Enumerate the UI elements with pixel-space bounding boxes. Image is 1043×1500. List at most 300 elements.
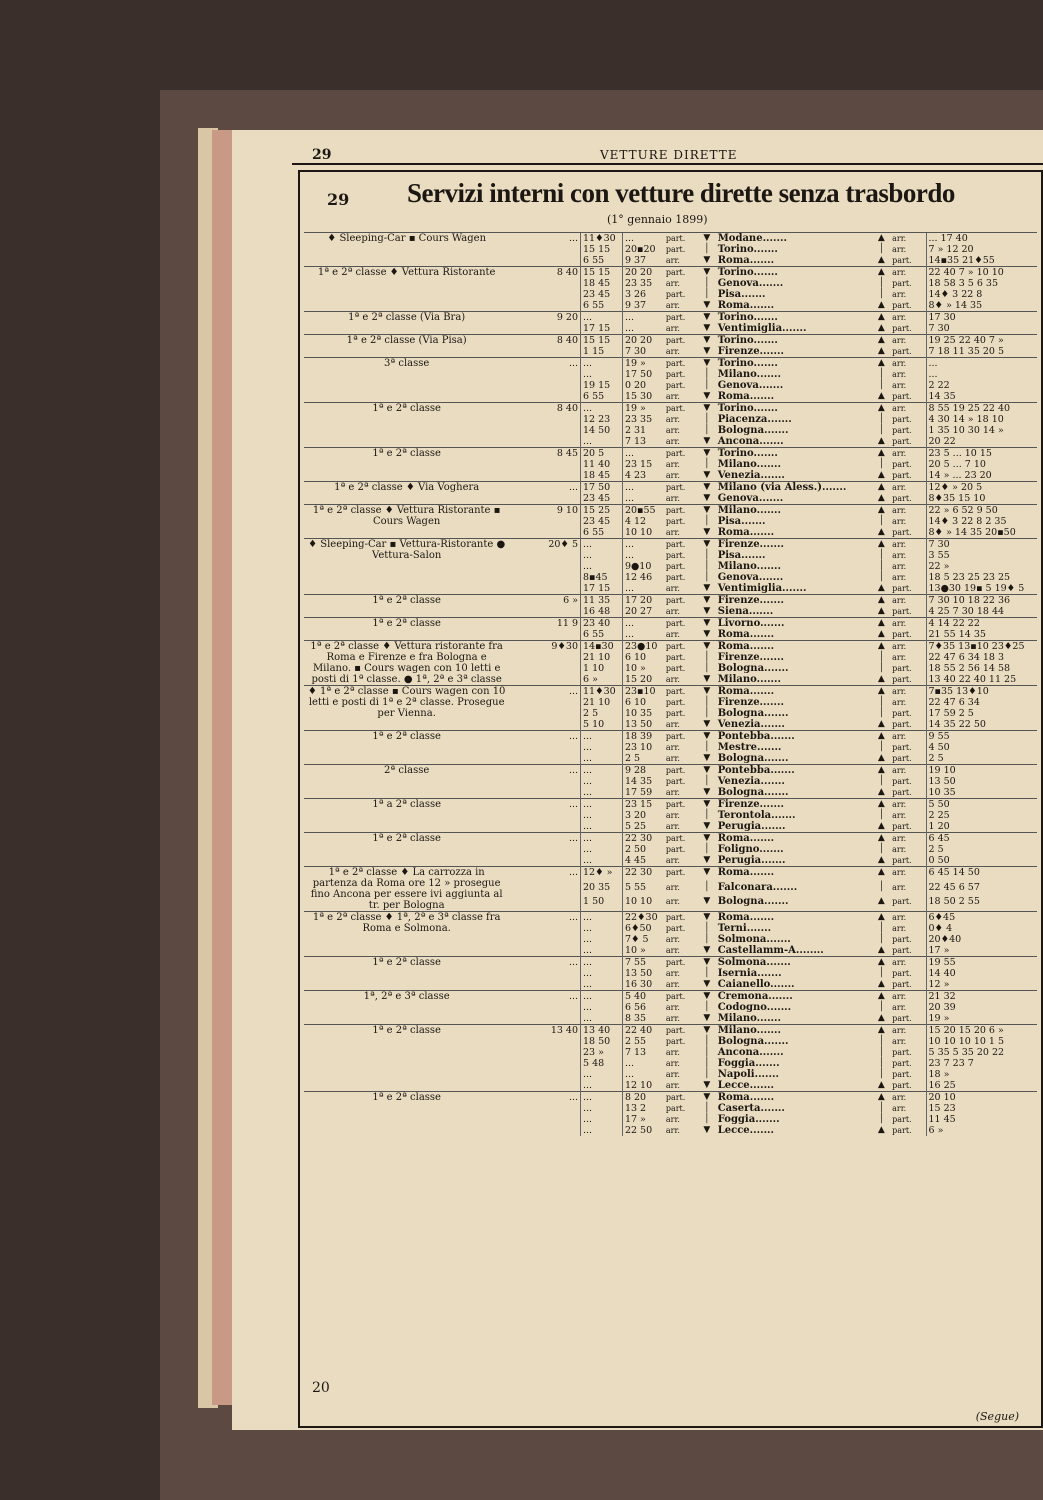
time-cell: 6 10	[622, 697, 663, 708]
page-edge	[212, 130, 234, 1405]
part-arr-label: arr.	[665, 882, 680, 892]
station-name: Foggia.......	[717, 1058, 780, 1069]
direction-arrow: ▼	[703, 855, 711, 865]
part-arr-label: arr.	[665, 1115, 680, 1124]
first-departure: ...	[509, 799, 580, 833]
header-rule	[292, 163, 1043, 165]
station-name: Firenze.......	[716, 539, 873, 551]
direction-arrow: ▼	[698, 267, 716, 279]
segue-note: (Segue)	[975, 1410, 1019, 1423]
return-times: 14 35	[926, 391, 1037, 403]
time-cell: ...	[581, 821, 623, 833]
station-name: Milano.......	[717, 561, 781, 572]
part-arr-label: arr.	[890, 595, 926, 607]
first-departure: 11 9	[509, 618, 580, 641]
time-cell: ...	[581, 358, 623, 370]
part-arr-label: part.	[665, 709, 686, 718]
direction-arrow: ▲	[877, 583, 885, 593]
direction-arrow: │	[878, 414, 884, 424]
return-times: ...	[926, 369, 1037, 380]
direction-arrow: ▲	[877, 629, 885, 639]
part-arr-label: arr.	[665, 788, 680, 797]
direction-arrow: ▲	[872, 482, 890, 494]
return-times: 13 40 22 40 11 25	[926, 674, 1037, 686]
table-row	[304, 618, 1037, 630]
direction-arrow: │	[878, 934, 884, 944]
part-arr-label: arr.	[665, 324, 680, 333]
direction-arrow: │	[878, 881, 884, 892]
table-row	[304, 335, 1037, 347]
station-name: Genova.......	[717, 572, 784, 583]
direction-arrow: │	[878, 844, 884, 854]
part-arr-label: part.	[892, 630, 912, 639]
time-cell: 15 25	[581, 505, 623, 517]
time-cell: 2 31	[622, 425, 663, 436]
first-departure: ...	[509, 867, 580, 912]
direction-arrow: │	[878, 425, 884, 435]
part-arr-label: part.	[664, 765, 698, 777]
direction-arrow: ▼	[703, 753, 711, 763]
time-cell: 9 28	[622, 765, 663, 777]
table-row	[304, 312, 1037, 324]
time-cell: 11 40	[581, 459, 623, 470]
part-arr-label: arr.	[890, 312, 926, 324]
return-times: 2 5	[926, 844, 1037, 855]
station-name: Torino.......	[716, 267, 873, 279]
time-cell: 2 5	[581, 708, 623, 719]
first-departure: 13 40	[509, 1025, 580, 1092]
direction-arrow: ▼	[703, 945, 711, 955]
part-arr-label: part.	[892, 897, 912, 907]
direction-arrow: │	[878, 561, 884, 571]
return-times: 6♦45	[926, 912, 1037, 924]
direction-arrow: │	[704, 1036, 710, 1046]
direction-arrow: ▼	[698, 991, 716, 1003]
first-departure: ...	[509, 482, 580, 505]
part-arr-label: arr.	[665, 822, 680, 831]
table-row	[304, 482, 1037, 494]
time-cell: 20 27	[622, 606, 663, 618]
return-times: 4 14 22 22	[926, 618, 1037, 630]
time-cell: 10 10	[622, 527, 663, 539]
return-times: ... 17 40	[926, 233, 1037, 245]
part-arr-label: part.	[892, 324, 912, 333]
direction-arrow: ▼	[698, 618, 716, 630]
part-arr-label: arr.	[665, 528, 680, 537]
direction-arrow: ▲	[872, 991, 890, 1003]
direction-arrow: ▼	[703, 1080, 711, 1090]
part-arr-label: arr.	[665, 279, 680, 288]
service-description: 1ª, 2ª e 3ª classe	[304, 991, 509, 1025]
part-arr-label: part.	[665, 517, 686, 526]
part-arr-label: part.	[665, 845, 686, 854]
return-times: 19 55	[926, 957, 1037, 969]
service-description: 1ª e 2ª classe (Via Bra)	[304, 312, 509, 335]
part-arr-label: part.	[664, 799, 698, 811]
time-cell: 22♦30	[622, 912, 663, 924]
time-cell: 16 30	[622, 979, 663, 991]
time-cell: ...	[622, 1069, 663, 1080]
time-cell: ...	[581, 810, 623, 821]
station-name: Bologna.......	[717, 896, 789, 908]
station-name: Isernia.......	[717, 968, 782, 979]
station-name: Milano.......	[716, 505, 873, 517]
direction-arrow: ▲	[877, 753, 885, 763]
time-cell: 23 35	[622, 414, 663, 425]
return-times: 1 20	[926, 821, 1037, 833]
return-times: 8♦35 15 10	[926, 493, 1037, 505]
time-cell: 10 »	[622, 945, 663, 957]
station-name: Ventimiglia.......	[717, 323, 807, 334]
direction-arrow: ▼	[698, 312, 716, 324]
part-arr-label: arr.	[892, 381, 907, 390]
return-times: 3 55	[926, 550, 1037, 561]
part-arr-label: part.	[665, 573, 686, 582]
time-cell: 23●10	[622, 641, 663, 653]
table-row	[304, 957, 1037, 969]
return-times: 14 35 22 50	[926, 719, 1037, 731]
return-times: 13 50	[926, 776, 1037, 787]
time-cell: 4 23	[622, 470, 663, 482]
time-cell: ...	[581, 833, 623, 845]
direction-arrow: ▲	[872, 618, 890, 630]
time-cell: ...	[581, 742, 623, 753]
time-cell: ...	[581, 979, 623, 991]
return-times: 23 5 ... 10 15	[926, 448, 1037, 460]
part-arr-label: arr.	[892, 1104, 907, 1113]
direction-arrow: ▼	[698, 686, 716, 698]
part-arr-label: part.	[892, 856, 912, 865]
part-arr-label: part.	[664, 957, 698, 969]
direction-arrow: │	[704, 1047, 710, 1057]
part-arr-label: arr.	[665, 811, 680, 820]
part-arr-label: part.	[892, 471, 912, 480]
footer-page-number: 20	[312, 1380, 330, 1396]
time-cell: 19 15	[581, 380, 623, 391]
part-arr-label: arr.	[665, 1081, 680, 1090]
station-name: Terontola.......	[717, 810, 796, 821]
part-arr-label: arr.	[665, 471, 680, 480]
time-cell: 17 15	[581, 323, 623, 335]
time-cell: 18 50	[581, 1036, 623, 1047]
part-arr-label: part.	[665, 370, 686, 379]
station-name: Bologna.......	[717, 753, 789, 764]
time-cell: ...	[622, 583, 663, 595]
return-times: 15 20 15 20 6 »	[926, 1025, 1037, 1037]
time-cell: 22 50	[622, 1125, 663, 1136]
service-description: 1ª e 2ª classe	[304, 833, 509, 867]
table-row	[304, 991, 1037, 1003]
part-arr-label: part.	[892, 709, 912, 718]
direction-arrow: │	[704, 1058, 710, 1068]
time-cell: 18 45	[581, 278, 623, 289]
part-arr-label: part.	[665, 664, 686, 673]
time-cell: 12 23	[581, 414, 623, 425]
part-arr-label: part.	[892, 279, 912, 288]
part-arr-label: arr.	[665, 415, 680, 424]
part-arr-label: arr.	[890, 912, 926, 924]
time-cell: ...	[581, 550, 623, 561]
time-cell: 8▪45	[581, 572, 623, 583]
direction-arrow: ▲	[877, 821, 885, 831]
time-cell: ...	[581, 312, 623, 324]
direction-arrow: ▼	[698, 482, 716, 494]
service-description: 1ª e 2ª classe ♦ Vettura ristorante fra Roma e Firenze e fra Bologna e Milano. ▪ Cours wagen con 10 letti e posti di 1ª classe. ● 1ª, 2ª e 3ª classe	[304, 641, 509, 686]
time-cell: 23 45	[581, 289, 623, 300]
time-cell: 5 48	[581, 1058, 623, 1069]
direction-arrow: ▼	[703, 527, 711, 537]
part-arr-label: arr.	[890, 641, 926, 653]
part-arr-label: arr.	[890, 1092, 926, 1104]
part-arr-label: part.	[892, 664, 912, 673]
service-description: 1ª e 2ª classe	[304, 618, 509, 641]
part-arr-label: part.	[664, 867, 698, 882]
direction-arrow: ▼	[698, 505, 716, 517]
time-cell: 6 55	[581, 629, 623, 641]
time-cell: 15 15	[581, 267, 623, 279]
time-cell: 10 35	[622, 708, 663, 719]
service-description: 1ª e 2ª classe ♦ La carrozza in partenza da Roma ore 12 » prosegue fino Ancona per essere ivi aggiunta al tr. per Bologna	[304, 867, 509, 912]
time-cell: ...	[581, 923, 623, 934]
return-times: 17 59 2 5	[926, 708, 1037, 719]
part-arr-label: part.	[664, 991, 698, 1003]
time-cell: ...	[581, 403, 623, 415]
time-cell: 23 45	[581, 516, 623, 527]
return-times: 7 30 10 18 22 36	[926, 595, 1037, 607]
table-row	[304, 505, 1037, 517]
return-times: 2 22	[926, 380, 1037, 391]
direction-arrow: │	[878, 1103, 884, 1113]
part-arr-label: part.	[892, 1115, 912, 1124]
direction-arrow: │	[704, 278, 710, 288]
part-arr-label: arr.	[665, 1070, 680, 1079]
part-arr-label: arr.	[890, 686, 926, 698]
part-arr-label: part.	[892, 607, 912, 616]
station-name: Pontebba.......	[716, 731, 873, 743]
table-row	[304, 233, 1037, 245]
direction-arrow: │	[878, 1036, 884, 1046]
table-row	[304, 539, 1037, 551]
time-cell: 12♦ »	[581, 867, 623, 882]
part-arr-label: arr.	[665, 347, 680, 356]
return-times: 5 50	[926, 799, 1037, 811]
time-cell: 17 50	[581, 482, 623, 494]
direction-arrow: ▼	[698, 641, 716, 653]
time-cell: 13 40	[581, 1025, 623, 1037]
service-description: 2ª classe	[304, 765, 509, 799]
part-arr-label: part.	[892, 584, 912, 593]
station-name: Torino.......	[716, 448, 873, 460]
part-arr-label: part.	[664, 912, 698, 924]
direction-arrow: │	[878, 380, 884, 390]
time-cell: 17 20	[622, 595, 663, 607]
station-name: Ancona.......	[717, 436, 784, 447]
direction-arrow: ▼	[698, 403, 716, 415]
return-times: 0 50	[926, 855, 1037, 867]
return-times: ...	[926, 358, 1037, 370]
time-cell: 5 10	[581, 719, 623, 731]
part-arr-label: arr.	[665, 897, 680, 907]
time-cell: 11♦30	[581, 233, 623, 245]
return-times: 18 55 2 56 14 58	[926, 663, 1037, 674]
return-times: 10 10 10 10 1 5	[926, 1036, 1037, 1047]
direction-arrow: ▼	[703, 719, 711, 729]
direction-arrow: ▲	[872, 765, 890, 777]
time-cell: ...	[622, 629, 663, 641]
return-times: 8♦ » 14 35	[926, 300, 1037, 312]
direction-arrow: ▼	[703, 787, 711, 797]
return-times: 20♦40	[926, 934, 1037, 945]
direction-arrow: ▲	[872, 539, 890, 551]
direction-arrow: ▼	[698, 833, 716, 845]
service-description: 1ª e 2ª classe ♦ Vettura Ristorante ▪ Cours Wagen	[304, 505, 509, 539]
station-name: Foligno.......	[717, 844, 784, 855]
return-times: 18 5 23 25 23 25	[926, 572, 1037, 583]
direction-arrow: ▲	[877, 391, 885, 401]
table-row	[304, 1092, 1037, 1104]
part-arr-label: arr.	[892, 517, 907, 526]
service-description: 1ª e 2ª classe	[304, 957, 509, 991]
part-arr-label: arr.	[665, 754, 680, 763]
time-cell: ...	[581, 1069, 623, 1080]
direction-arrow: │	[704, 572, 710, 582]
part-arr-label: part.	[664, 448, 698, 460]
station-name: Codogno.......	[717, 1002, 792, 1013]
direction-arrow: │	[704, 1002, 710, 1012]
page-number: 29	[312, 147, 332, 163]
direction-arrow: ▼	[703, 346, 711, 356]
time-cell: 5 25	[622, 821, 663, 833]
time-cell: ...	[581, 912, 623, 924]
part-arr-label: arr.	[665, 392, 680, 401]
part-arr-label: arr.	[892, 562, 907, 571]
part-arr-label: arr.	[890, 335, 926, 347]
time-cell: 1 15	[581, 346, 623, 358]
direction-arrow: ▲	[877, 945, 885, 955]
return-times: 11 45	[926, 1114, 1037, 1125]
station-name: Falconara.......	[717, 881, 798, 893]
part-arr-label: part.	[664, 267, 698, 279]
direction-arrow: ▼	[698, 765, 716, 777]
time-cell: ...	[581, 945, 623, 957]
time-cell: ...	[581, 844, 623, 855]
return-times: 18 50 2 55	[926, 896, 1037, 911]
direction-arrow: │	[878, 459, 884, 469]
service-description: 1ª e 2ª classe	[304, 1092, 509, 1137]
direction-arrow: │	[704, 1114, 710, 1124]
station-name: Firenze.......	[717, 697, 784, 708]
station-name: Milano.......	[717, 674, 781, 685]
part-arr-label: part.	[664, 505, 698, 517]
return-times: 12♦ » 20 5	[926, 482, 1037, 494]
service-description: 1ª e 2ª classe (Via Pisa)	[304, 335, 509, 358]
direction-arrow: ▲	[877, 436, 885, 446]
part-arr-label: part.	[892, 969, 912, 978]
return-times: 15 23	[926, 1103, 1037, 1114]
part-arr-label: part.	[892, 1126, 912, 1135]
direction-arrow: │	[878, 968, 884, 978]
time-cell: ...	[622, 448, 663, 460]
direction-arrow: │	[878, 652, 884, 662]
time-cell: ...	[581, 369, 623, 380]
direction-arrow: │	[704, 414, 710, 424]
station-name: Solmona.......	[716, 957, 873, 969]
first-departure: 8 45	[509, 448, 580, 482]
direction-arrow: │	[704, 968, 710, 978]
direction-arrow: ▲	[877, 1080, 885, 1090]
time-cell: 6 55	[581, 527, 623, 539]
part-arr-label: arr.	[892, 1037, 907, 1046]
direction-arrow: ▲	[872, 957, 890, 969]
time-cell: ...	[581, 539, 623, 551]
time-cell: 3 26	[622, 289, 663, 300]
part-arr-label: part.	[892, 437, 912, 446]
return-times: 17 »	[926, 945, 1037, 957]
table-row	[304, 799, 1037, 811]
return-times: 1 35 10 30 14 »	[926, 425, 1037, 436]
part-arr-label: arr.	[665, 437, 680, 446]
first-departure: 9♦30	[509, 641, 580, 686]
service-description: 1ª e 2ª classe	[304, 403, 509, 448]
return-times: 16 25	[926, 1080, 1037, 1092]
direction-arrow: │	[704, 550, 710, 560]
direction-arrow: ▲	[877, 527, 885, 537]
direction-arrow: ▲	[877, 1013, 885, 1023]
station-name: Roma.......	[716, 833, 873, 845]
direction-arrow: ▼	[698, 731, 716, 743]
direction-arrow: ▼	[698, 1025, 716, 1037]
station-name: Roma.......	[716, 641, 873, 653]
part-arr-label: arr.	[665, 1059, 680, 1068]
time-cell: 2 50	[622, 844, 663, 855]
direction-arrow: ▼	[698, 358, 716, 370]
station-name: Venezia.......	[717, 470, 785, 481]
part-arr-label: part.	[665, 562, 686, 571]
direction-arrow: │	[878, 810, 884, 820]
direction-arrow: ▲	[877, 787, 885, 797]
part-arr-label: part.	[892, 1070, 912, 1079]
part-arr-label: part.	[892, 1081, 912, 1090]
service-description: 3ª classe	[304, 358, 509, 403]
station-name: Firenze.......	[716, 799, 873, 811]
part-arr-label: part.	[664, 312, 698, 324]
time-cell: ...	[581, 436, 623, 448]
station-name: Piacenza.......	[717, 414, 792, 425]
station-name: Livorno.......	[716, 618, 873, 630]
table-row	[304, 1025, 1037, 1037]
direction-arrow: ▲	[872, 1092, 890, 1104]
direction-arrow: │	[704, 561, 710, 571]
direction-arrow: │	[704, 742, 710, 752]
time-cell: 21 10	[581, 652, 623, 663]
part-arr-label: arr.	[665, 720, 680, 729]
table-row	[304, 867, 1037, 882]
time-cell: 6 10	[622, 652, 663, 663]
direction-arrow: │	[704, 844, 710, 854]
direction-arrow: │	[878, 550, 884, 560]
time-cell: 6 »	[581, 674, 623, 686]
time-cell: 17 50	[622, 369, 663, 380]
direction-arrow: │	[878, 244, 884, 254]
direction-arrow: │	[878, 369, 884, 379]
part-arr-label: arr.	[890, 539, 926, 551]
direction-arrow: │	[878, 516, 884, 526]
part-arr-label: part.	[664, 618, 698, 630]
service-description: 1ª e 2ª classe	[304, 448, 509, 482]
station-name: Genova.......	[717, 493, 784, 504]
time-cell: 22 40	[622, 1025, 663, 1037]
return-times: 6 45	[926, 833, 1037, 845]
